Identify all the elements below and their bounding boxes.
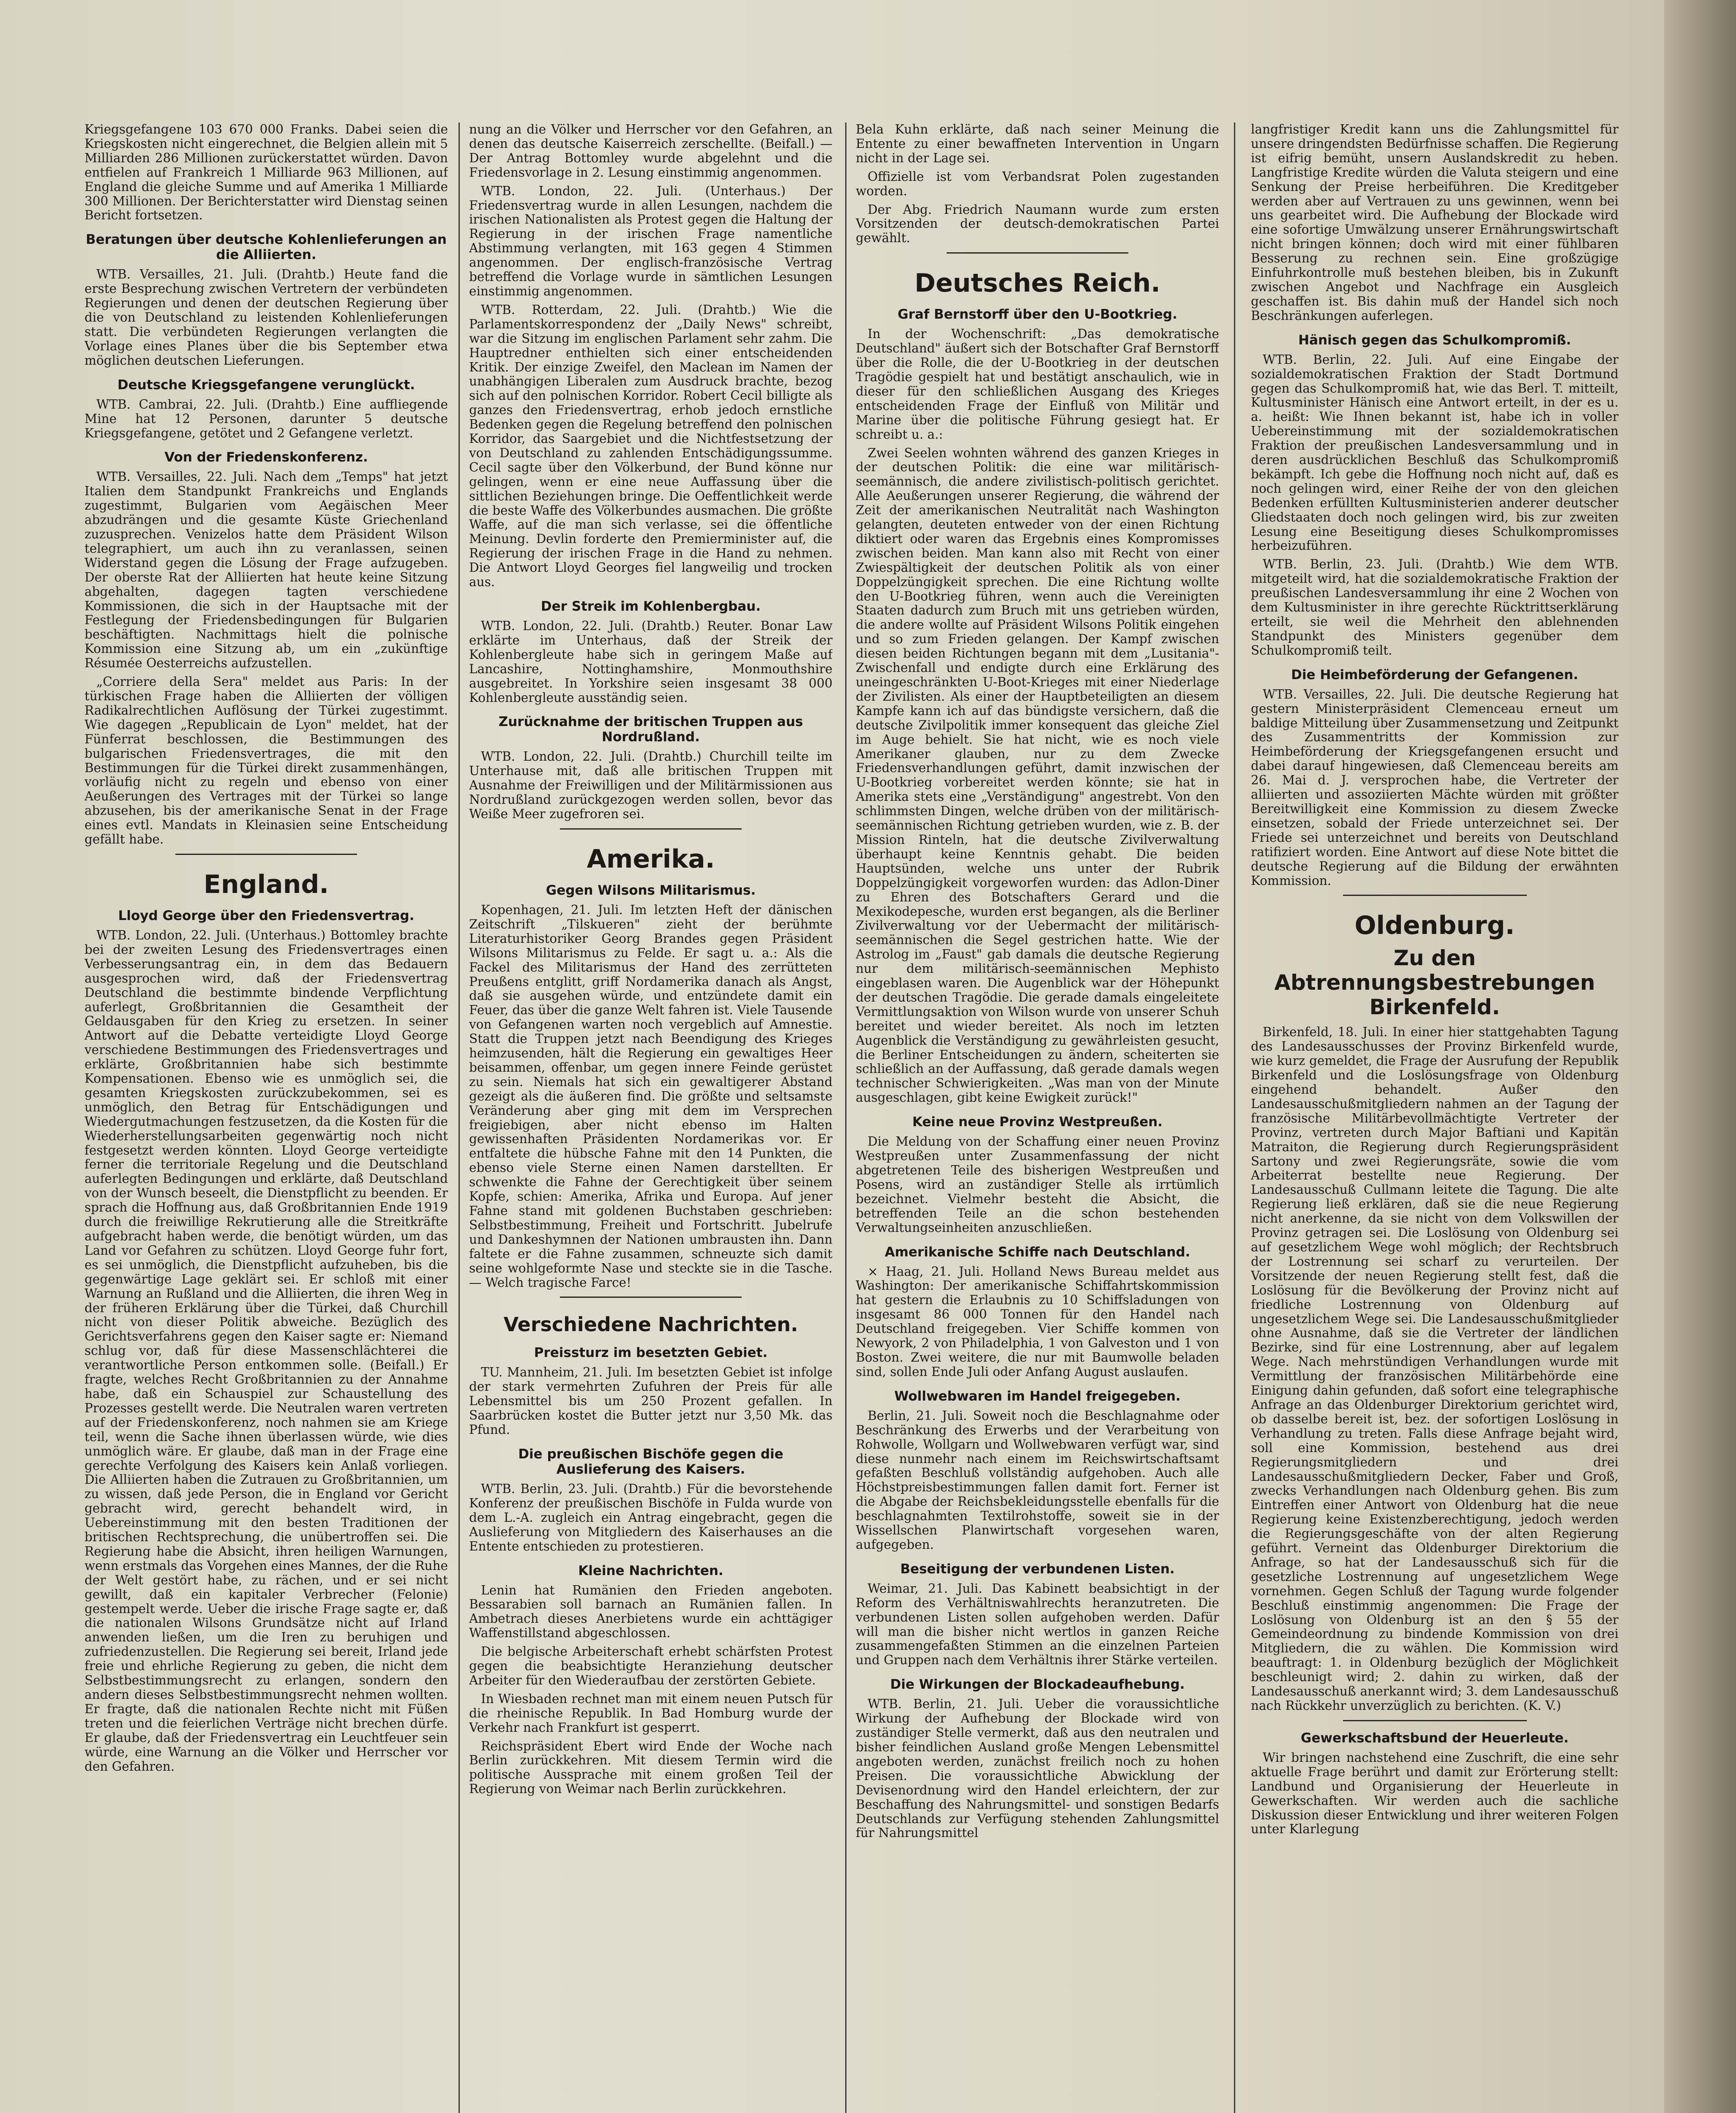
article-heading: Wollwebwaren im Handel freigegeben. (894, 1388, 1181, 1404)
article-text: nung an die Völker und Herrscher vor den Gefahren, an denen das deutsche Kaiserreich zerschellte. (Beifall.) — Der Antrag Bottomley wurde abgelehnt und die Friedensvorlage in 2. Lesung einstimmig angenommen. (469, 123, 833, 180)
article-heading: Keine neue Provinz Westpreußen. (912, 1114, 1163, 1130)
column-2 (469, 123, 833, 2113)
article-heading: Beseitigung der verbundenen Listen. (900, 1561, 1175, 1577)
article-text: × Haag, 21. Juli. Holland News Bureau meldet aus Washington: Der amerikanische Schiffahrtskommission hat gestern die Erlaubnis zu 10 Schiffsladungen von insgesamt 86 000 Tonnen für den Handel nach Deutschland freigegeben. Vier Schiffe kommen von Newyork, 2 von Philadelphia, 1 von Galveston und 1 von Boston. Zwei weitere, die nur mit Baumwolle beladen sind, sollen Ende Juli oder Anfang August auslaufen. (856, 1264, 1219, 1379)
section-rule (175, 854, 357, 855)
article-text: Der Abg. Friedrich Naumann wurde zum ersten Vorsitzenden der deutsch-demokratischen Partei gewählt. (856, 202, 1219, 246)
column-divider (1234, 123, 1235, 2113)
column-4 (1251, 123, 1619, 2113)
section-rule (1343, 1720, 1527, 1721)
article-text: „Corriere della Sera" meldet aus Paris: In der türkischen Frage haben die Alliierten der völligen Radikalrechtlichen Auflösung der Türkei zugestimmt. Wie dagegen „Republicain de Lyon" meldet, hat der Fünferrat beschlossen, die Bestimmungen des bulgarischen Friedensvertrages, die mit den Bestimmungen für die Türkei direkt zusammenhängen, vorläufig nicht zu regeln und ebenso von einer Aeußerungen des Vertrages mit der Türkei so lange abzusehen, bis der amerikanische Senat in der Frage eines evtl. Mandats in Kleinasien seine Entscheidung gefällt habe. (85, 674, 448, 847)
column-divider (459, 123, 460, 2113)
article-heading: Amerikanische Schiffe nach Deutschland. (884, 1244, 1190, 1260)
article-text: WTB. Berlin, 23. Juli. (Drahtb.) Wie dem WTB. mitgeteilt wird, hat die sozialdemokratische Fraktion der preußischen Landesversammlung ihr eine 2 Wochen von dem Kultusminister in ihre gerechte Rücktrittserklärung erteilt, sie weil die Mehrheit den ablehnenden Standpunkt des Ministers gegenüber dem Schulkompromiß teilt. (1251, 557, 1619, 658)
article-text: Reichspräsident Ebert wird Ende der Woche nach Berlin zurückkehren. Mit diesem Termin wird die politische Aussprache mit einem großen Teil der Regierung von Weimar nach Berlin zurückkehren. (469, 1739, 833, 1796)
article-heading: Beratungen über deutsche Kohlenlieferungen an die Alliierten. (86, 232, 447, 263)
section-rule (947, 252, 1128, 254)
article-text: Birkenfeld, 18. Juli. In einer hier stattgehabten Tagung des Landesausschusses der Provinz Birkenfeld wurde, wie kurz gemeldet, die Frage der Ausrufung der Republik Birkenfeld und die Loslösungsfrage von Oldenburg eingehend behandelt. Außer den Landesausschußmitgliedern nahmen an der Tagung der französische Militärbevollmächtigte Vertreter der Provinz, vertreten durch Major Baftiani und Kapitän Matraiton, die Regierung durch Regierungspräsident Sartony und zwei Regierungsräte, sowie die vom Arbeiterrat bestellte neue Regierung. Der Landesausschuß Cullmann leitete die Tagung. Die alte Regierung ließ erklären, daß sie die neue Regierung nicht anerkenne, da sie nicht von dem Volkswillen der Provinz getragen sei. Die Loslösung von Oldenburg sei auf gesetzlichem Wege wohl möglich; der Rechtsbruch der Lostrennung sei scharf zu verurteilen. Der Vorsitzende der neuen Regierung stellt fest, daß die Loslösung für die Bevölkerung der Provinz nicht auf friedliche Lostrennung von Oldenburg auf ungesetzlichem Wege sei. Die Landesausschußmitglieder ohne Ausnahme, daß sie die Vertreter der ländlichen Bezirke, sind für eine Lostrennung, aber auf legalem Wege. Nach mehrstündigen Verhandlungen wurde mit Vermittlung der französischen Militärbehörde eine Einigung dahin gefunden, daß sofort eine telegraphische Anfrage an das Oldenburger Direktorium gerichtet wird, ob dasselbe bereit ist, bez. der sofortigen Loslösung in Verhandlung zu treten. Falls diese Anfrage bejaht wird, soll eine Kommission, bestehend aus drei Regierungsmitgliedern und drei Landesausschußmitgliedern Decker, Faber und Groß, zwecks Verhandlungen nach Oldenburg gehen. Bis zum Eintreffen einer Antwort von Oldenburg hat die neue Regierung keine Existenzberechtigung, jedoch werden die Regierungsgeschäfte von der alten Regierung geführt. Verneint das Oldenburger Direktorium die Anfrage, so hat der Landesausschuß sich für die gesetzliche Lostrennung auf ungesetzlichem Wege vornehmen. Gegen Schluß der Tagung wurde folgender Beschluß einstimmig angenommen: Die Frage der Loslösung von Oldenburg ist an den § 55 der Gemeindeordnung zu bindende Kommission von drei Mitgliedern, die zu wählen. Die Kommission wird beauftragt: 1. in Oldenburg bezüglich der Möglichkeit beschleunigt wird; 2. dahin zu wirken, daß der Landesausschuß anerkannt wird; 3. dem Landesausschuß nach Rückkehr unverzüglich zu berichten. (K. V.) (1251, 1025, 1619, 1713)
section-title: Verschiedene Nachrichten. (503, 1313, 798, 1336)
article-text: WTB. London, 22. Juli. (Drahtb.) Reuter. Bonar Law erklärte im Unterhaus, daß der Streik der Kohlenbergleute habe sich in geringem Maße auf Lancashire, Nottinghamshire, Monmouthshire ausgebreitet. In Yorkshire seien insgesamt 38 000 Kohlenbergleute ausständig seien. (469, 619, 833, 705)
article-text: WTB. Versailles, 22. Juli. Nach dem „Temps" hat jetzt Italien dem Standpunkt Frankreichs und Englands zugestimmt, Bulgarien vom Aegäischen Meer abzudrängen und die gesamte Küste Griechenland zuzusprechen. Venizelos hatte dem Präsident Wilson telegraphiert, um auch ihn zu veranlassen, seinen Widerstand gegen die Lösung der Frage aufzugeben. Der oberste Rat der Alliierten hat heute keine Sitzung abgehalten, dagegen tagten verschiedene Kommissionen, die sich in der Hauptsache mit der Festlegung der Friedensbedingungen für Bulgarien beschäftigten. Nachmittags hielt die polnische Kommission eine Sitzung ab, um ein „zukünftige Résumée Oesterreichs aufzustellen. (85, 470, 448, 671)
article-text: Weimar, 21. Juli. Das Kabinett beabsichtigt in der Reform des Verhältniswahlrechts heranzutreten. Die verbundenen Listen sollen aufgehoben werden. Dafür will man die bisher nicht wertlos in ganzen Reiche zusammengefaßten Stimmen an die einzelnen Parteien und Gruppen nach dem Verhältnis ihrer Stärke verteilen. (856, 1581, 1219, 1668)
page-gutter-shadow (1664, 0, 1736, 2113)
section-rule (1343, 895, 1527, 896)
article-text: Berlin, 21. Juli. Soweit noch die Beschlagnahme oder Beschränkung des Erwerbs und der Verarbeitung von Rohwolle, Wollgarn und Wollwebwaren verfügt war, sind diese nunmehr nach einem im Reichswirtschaftsamt gefaßten Beschluß vollständig aufgehoben. Auch alle Höchstpreisbestimmungen fallen damit fort. Ferner ist die Abgabe der Reichsbekleidungsstelle ebenfalls für die beschlagnahmten Textilrohstoffe, soweit sie in der Wissellschen Planwirtschaft vorgesehen waren, aufgegeben. (856, 1408, 1219, 1552)
article-heading: Hänisch gegen das Schulkompromiß. (1298, 332, 1571, 348)
article-text: TU. Mannheim, 21. Juli. Im besetzten Gebiet ist infolge der stark vermehrten Zufuhren der Preis für alle Lebensmittel bis um 250 Prozent gefallen. In Saarbrücken kostet die Butter jetzt nur 3,50 Mk. das Pfund. (469, 1365, 833, 1437)
article-text: WTB. Rotterdam, 22. Juli. (Drahtb.) Wie die Parlamentskorrespondenz der „Daily News" schreibt, war die Sitzung im englischen Parlament sehr zahm. Die Hauptredner enthielten sich einer entscheidenden Kritik. Der einzige Zweifel, den Maclean im Namen der unabhängigen Liberalen zum Ausdruck brachte, bezog sich auf den polnischen Korridor. Robert Cecil billigte als ganzes den Friedensvertrag, erhob jedoch ernstliche Bedenken gegen die Regelung betreffend den polnischen Korridor, das Saargebiet und die Nichtfestsetzung der von Deutschland zu zahlenden Entschädigungssumme. Cecil sagte über den Völkerbund, der Bund könne nur gelingen, wenn er eine neue Auffassung über die sittlichen Beziehungen bringe. Die Oeffentlichkeit werde die beste Waffe des Völkerbundes ausmachen. Die größte Waffe, auf die man sich verlasse, sei die öffentliche Meinung. Devlin forderte den Premierminister auf, die Regierung der irischen Frage in die Hand zu nehmen. Die Antwort Lloyd Georges fiel langweilig und trocken aus. (469, 302, 833, 590)
article-text: Kriegsgefangene 103 670 000 Franks. Dabei seien die Kriegskosten nicht eingerechnet, die Belgien allein mit 5 Milliarden 286 Millionen zurückerstattet würden. Davon entfielen auf Frankreich 1 Milliarde 963 Millionen, auf England die gleiche Summe und auf Amerika 1 Milliarde 300 Millionen. Der Berichterstatter wird Dienstag seinen Bericht fortsetzen. (85, 123, 448, 223)
article-text: WTB. Versailles, 21. Juli. (Drahtb.) Heute fand die erste Besprechung zwischen Vertretern der verbündeten Regierungen und denen der deutschen Regierung über die von Deutschland zu leistenden Kohlenlieferungen statt. Die verbündeten Regierungen verlangten die Vorlage eines Planes über die bis September etwa möglichen deutschen Lieferungen. (85, 267, 448, 368)
article-heading: Graf Bernstorff über den U-Bootkrieg. (898, 307, 1177, 322)
article-text: In der Wochenschrift: „Das demokratische Deutschland" äußert sich der Botschafter Graf Bernstorff über die Rolle, die der U-Bootkrieg in der deutschen Tragödie gespielt hat und bestätigt anschaulich, wie in dieser für den schließlichen Ausgang des Krieges entscheidenden Frage der Einfluß von Militär und Marine über die politische Führung gesiegt hat. Er schreibt u. a.: (856, 327, 1219, 442)
article-text: Offizielle ist vom Verbandsrat Polen zugestanden worden. (856, 169, 1219, 198)
section-title: Deutsches Reich. (914, 268, 1160, 298)
article-heading: Der Streik im Kohlenbergbau. (540, 599, 761, 614)
article-heading: Von der Friedenskonferenz. (164, 450, 368, 465)
column-1 (85, 123, 448, 2113)
article-text: In Wiesbaden rechnet man mit einem neuen Putsch für die rheinische Republik. In Bad Homburg wurde der Verkehr nach Frankfurt ist gesperrt. (469, 1691, 833, 1735)
column-3 (856, 123, 1219, 2113)
section-rule (560, 828, 742, 830)
article-text: WTB. Berlin, 21. Juli. Ueber die voraussichtliche Wirkung der Aufhebung der Blockade wird von zuständiger Stelle vermerkt, daß aus den neutralen und bisher feindlichen Ausland große Mengen Lebensmittel angeboten werden, zunächst freilich noch zu hohen Preisen. Die voraussichtliche Abwicklung der Devisenordnung wird den Handel erleichtern, der zur Beschaffung des Nahrungsmittel- und sonstigen Bedarfs Deutschlands zur Verfügung stehenden Zahlungsmittel für Nahrungsmittel (856, 1697, 1219, 1840)
article-text: Die Meldung von der Schaffung einer neuen Provinz Westpreußen unter Zusammenfassung der nicht abgetretenen Teile des bisherigen Westpreußen und Posens, wird an zuständiger Stelle als irrtümlich bezeichnet. Vielmehr besteht die Absicht, die betreffenden Teile an die schon bestehenden Verwaltungseinheiten anzuschließen. (856, 1134, 1219, 1235)
article-text: Kopenhagen, 21. Juli. Im letzten Heft der dänischen Zeitschrift „Tilskueren" zieht der berühmte Literaturhistoriker Georg Brandes gegen Präsident Wilsons Militarismus zu Felde. Er sagt u. a.: Als die Fackel des Militarismus der Hand des zerrütteten Preußens entglitt, griff Nordamerika danach als Angst, daß sie ausgehen würde, und entzündete damit ein Feuer, das über die ganze Welt fahren ist. Viele Tausende von Gefangenen warten noch vergeblich auf Amnestie. Statt die Truppen jetzt nach Beendigung des Krieges heimzusenden, hält die Regierung ein gewaltiges Heer beisammen, offenbar, um gegen innere Feinde gerüstet zu sein. Niemals hat sich ein gewaltigerer Abstand gezeigt als die äußeren find. Die größte und seltsamste Veränderung aber ging mit dem im Versprechen freigiebigen, aber nicht ebenso im Halten gewissenhaften Präsidenten Nordamerikas vor. Er entfaltete die hübsche Fahne mit den 14 Punkten, die ebenso viele Sterne einen Namen darstellten. Er schwenkte die Fahne der Gerechtigkeit über seinem Kopfe, schien: Amerika, Afrika und Europa. Auf jener Fahne stand mit goldenen Buchstaben geschrieben: Selbstbestimmung, Freiheit und Fortschritt. Jubelrufe und Dankeshymnen der Nationen umbrausten ihn. Dann faltete er die Fahne zusammen, schneuzte sich damit seine wohlgeformte Nase und steckte sie in die Tasche. — Welch tragische Farce! (469, 902, 833, 1290)
article-heading: Gegen Wilsons Militarismus. (546, 882, 756, 898)
article-text: WTB. Versailles, 22. Juli. Die deutsche Regierung hat gestern Ministerpräsident Clemenceau erneut um baldige Mitteilung über Zusammensetzung und Zeitpunkt des Zusammentritts der Kommission zur Heimbeförderung der Kriegsgefangenen ersucht und dabei darauf hingewiesen, daß Clemenceau bereits am 26. Mai d. J. versprochen habe, die Vertreter der alliierten und assoziierten Mächte würden mit größter Bereitwilligkeit eine Kommission zu diesem Zwecke einsetzen, sobald der Friede unterzeichnet sei. Der Friede sei unterzeichnet und bereits von Deutschland ratifiziert worden. Eine Antwort auf diese Note bittet die deutsche Regierung auf die Bildung der erwähnten Kommission. (1251, 687, 1619, 888)
article-heading: Kleine Nachrichten. (578, 1563, 723, 1578)
article-text: WTB. Berlin, 23. Juli. (Drahtb.) Für die bevorstehende Konferenz der preußischen Bischöfe in Fulda wurde von dem L.-A. zugleich ein Antrag eingebracht, gegen die Auslieferung von Mitgliedern des Kaiserhauses an die Entente entschieden zu protestieren. (469, 1481, 833, 1553)
article-text: WTB. Berlin, 22. Juli. Auf eine Eingabe der sozialdemokratischen Fraktion der Stadt Dortmund gegen das Schulkompromiß hat, wie das Berl. T. mitteilt, Kultusminister Hänisch eine Antwort erteilt, in der es u. a. heißt: Wie Ihnen bekannt ist, habe ich in voller Uebereinstimmung mit der sozialdemokratischen Fraktion der preußischen Landesversammlung und in deren ausdrücklichen Beschluß das Schulkompromiß bekämpft. Ich gebe die Hoffnung noch nicht auf, daß es noch gelingen wird, einer Reihe der von den gleichen Bedenken erfüllten Kultusministerien anderer deutscher Gliedstaaten doch noch gelingen wird, bis zur zweiten Lesung eine Beseitigung dieses Schulkompromisses herbeizuführen. (1251, 352, 1619, 553)
article-text: WTB. London, 22. Juli. (Unterhaus.) Der Friedensvertrag wurde in allen Lesungen, nachdem die irischen Nationalisten als Protest gegen die Haltung der Regierung in der irischen Frage namentliche Abstimmung verlangten, mit 163 gegen 4 Stimmen angenommen. Der englisch-französische Vertrag betreffend die Vorlage wurde in sämtlichen Lesungen einstimmig angenommen. (469, 183, 833, 298)
article-text: Bela Kuhn erklärte, daß nach seiner Meinung die Entente zu einer bewaffneten Intervention in Ungarn nicht in der Lage sei. (856, 123, 1219, 165)
section-rule (560, 1297, 742, 1298)
article-text: WTB. London, 22. Juli. (Unterhaus.) Bottomley brachte bei der zweiten Lesung des Friedensvertrages einen Verbesserungsantrag ein, in dem das Bedauern ausgesprochen wird, daß der Friedensvertrag Deutschland die bestimmte bindende Verpflichtung auferlegt, Großbritannien die Gesamtheit der Geldausgaben für den Krieg zu ersetzen. In seiner Antwort auf die Debatte verteidigte Lloyd George verschiedene Bestimmungen des Friedensvertrages und erklärte, Großbritannien habe sich bestimmte Kompensationen. Ebenso wie es unmöglich sei, die gesamten Kriegskosten zurückzubekommen, sei es unmöglich, den Betrag für Entschädigungen und Wiedergutmachungen festzusetzen, da die Kosten für die Wiederherstellungsarbeiten gegenwärtig noch nicht festgesetzt werden könnten. Lloyd George verteidigte ferner die territoriale Regelung und die Deutschland auferlegten Bedingungen und erklärte, daß Deutschland von der Wunsch beseelt, die Dienstpflicht zu beenden. Er sprach die Hoffnung aus, daß Großbritannien Ende 1919 durch die freiwillige Rekrutierung alle die Streitkräfte aufgebracht haben werde, die benötigt würden, um das Land vor Gefahren zu schützen. Lloyd George fuhr fort, es sei unmöglich, die Dienstpflicht aufzuheben, bis die gegenwärtige Lage geklärt sei. Er schloß mit einer Warnung an Rußland und die Alliierten, die ihren Weg in der früheren Erklärung über die Türkei, daß Churchill nicht von dieser Politik abweiche. Bezüglich des Gerichtsverfahrens gegen den Kaiser sagte er: Niemand schlug vor, daß für diese Massenschlächterei die verantwortliche Person entkommen solle. (Beifall.) Er fragte, welches Recht Großbritannien zu der Annahme habe, daß ein Schauspiel zur Schaustellung des Prozesses gestellt werde. Die Neutralen waren vertreten auf der Friedenskonferenz, noch nahmen sie am Kriege teil, wenn die Sache ihnen überlassen würde, wie dies unmöglich wäre. Er glaube, daß man in der Frage eine gerechte Verfolgung des Kaisers kein Anlaß vorliegen. Die Alliierten haben die Zutrauen zu Großbritannien, um zu wissen, daß jede Person, die in England vor Gericht gebracht wird, gerecht behandelt wird, in Uebereinstimmung mit den besten Traditionen der britischen Rechtsprechung, die unübertroffen sei. Die Regierung habe die Absicht, ihren heiligen Warnungen, wenn erstmals das Vorgehen eines Mannes, der die Ruhe der Welt gestört habe, zu rächen, und er sei nicht gewillt, daß ein kapitaler Verbrecher (Felonie) gestempelt werde. Ueber die irische Frage sagte er, daß die nationalen Wilsons Grundsätze nicht auf Irland anwenden ließen, um die Iren zu beruhigen und zufriedenzustellen. Die Regierung sei bereit, Irland jede freie und ehrliche Regierung zu geben, die nicht dem Selbstbestimmungsrecht zu erlangen, sondern den andern dieses Selbstbestimmungsrecht nehmen wollten. Er fragte, daß die nationalen Rechte nicht mit Füßen treten und die feierlichen Verträge nicht brechen dürfe. Er glaube, daß der Friedensvertrag ein Leuchtfeuer sein würde, eine Warnung an die Völker und Herrscher vor den Gefahren. (85, 928, 448, 1774)
article-heading: Die Heimbeförderung der Gefangenen. (1291, 667, 1578, 682)
section-title: Oldenburg. (1354, 911, 1515, 941)
article-heading: Gewerkschaftsbund der Heuerleute. (1301, 1730, 1569, 1746)
article-heading: Zurücknahme der britischen Truppen aus Nordrußland. (498, 714, 803, 745)
article-text: Lenin hat Rumänien den Frieden angeboten. Bessarabien soll barnach an Rumänien fallen. In Ambetrach dieses Anerbietens wurde ein achttägiger Waffenstillstand abgeschlossen. (469, 1583, 833, 1641)
article-headline: Zu den Abtrennungsbestrebungen Birkenfeld. (1274, 946, 1595, 1020)
article-heading: Die preußischen Bischöfe gegen die Auslieferung des Kaisers. (518, 1446, 783, 1477)
article-text: WTB. Cambrai, 22. Juli. (Drahtb.) Eine auffliegende Mine hat 12 Personen, darunter 5 deutsche Kriegsgefangene, getötet und 2 Gefangene verletzt. (85, 397, 448, 440)
article-heading: Lloyd George über den Friedensvertrag. (118, 908, 415, 923)
article-text: Wir bringen nachstehend eine Zuschrift, die eine sehr aktuelle Frage berührt und damit zur Erörterung stellt: Landbund und Organisierung der Heuerleute in Gewerkschaften. Wir werden auch die sachliche Diskussion dieser Entwicklung und ihrer weiteren Folgen unter Klarlegung (1251, 1750, 1619, 1837)
article-text: Zwei Seelen wohnten während des ganzen Krieges in der deutschen Politik: die eine war militärisch-seemännisch, die andere zivilistisch-politisch gerichtet. Alle Aeußerungen unserer Regierung, die während der Zeit der amerikanischen Neutralität nach Washington gelangten, deuteten entweder von der einen Richtung diktiert oder waren das Ergebnis eines Kompromisses zwischen beiden. Man kann also mit Recht von einer Zwiespältigkeit der deutschen Politik als von einer Doppelzüngigkeit sprechen. Die eine Richtung wollte den U-Bootkrieg führen, wenn auch die Vereinigten Staaten dadurch zum Bruch mit uns getrieben würden, die andere wollte auf Präsident Wilsons Politik eingehen und so zum Frieden gelangen. Der Kampf zwischen diesen beiden Richtungen begann mit dem „Lusitania"-Zwischenfall und endigte durch eine Erklärung des uneingeschränkten U-Boot-Krieges mit einer Niederlage der Zivilisten. Als einer der Hauptbeteiligten an diesem Kampfe kann ich auf das bündigste versichern, daß die deutsche Zivilpolitik immer konsequent das gleiche Ziel im Auge behielt. Sie hat nicht, wie es noch viele Amerikaner glauben, nur zu dem Zwecke Friedensverhandlungen geführt, damit inzwischen der U-Bootkrieg vorbereitet werden könnte; sie hat in Amerika stets eine „Verständigung" angestrebt. Von den schlimmsten Dingen, welche drüben von der militärisch-seemännischen Richtung getrieben wurden, wie z. B. der Mission Rinteln, hat die deutsche Zivilverwaltung überhaupt keine Kenntnis gehabt. Die beiden Hauptsünden, welche uns unter der Rubrik Doppelzüngigkeit vorgeworfen wurden: das Adlon-Diner zu Ehren des Botschafters Gerard und die Mexikodepesche, wurden erst begangen, als die Berliner Zivilverwaltung vor der Uebermacht der militärisch-seemännischen die Segel gestrichen hatte. Wie der Astrolog im „Faust" gab damals die deutsche Regierung nur dem militärisch-seemännischen Mephisto eingeblasen waren. Die Augenblick war der Höhepunkt der deutschen Tragödie. Die gerade damals eingeleitete Vermittlungsaktion von Wilson wurde von unserer Schuh bereitet und wieder bereitet. Als noch im letzten Augenblick die Verständigung zu gewährleisten gesucht, die Berliner Entscheidungen zu ändern, scheiterten sie schließlich an der Auffassung, daß gerade damals wegen technischer Schwierigkeiten. „Was man von der Minute ausgeschlagen, gibt keine Ewigkeit zurück!" (856, 445, 1219, 1105)
article-text: WTB. London, 22. Juli. (Drahtb.) Churchill teilte im Unterhause mit, daß alle britischen Truppen mit Ausnahme der Freiwilligen und der Militärmissionen aus Nordrußland zurückgezogen werden sollen, bevor das Weiße Meer zugefroren sei. (469, 749, 833, 822)
section-title: England. (203, 869, 329, 899)
article-heading: Die Wirkungen der Blockadeaufhebung. (890, 1677, 1185, 1693)
article-text: langfristiger Kredit kann uns die Zahlungsmittel für unsere dringendsten Bedürfnisse schaffen. Die Regierung ist eifrig bemüht, unsern Auslandskredit zu heben. Langfristige Kredite würden die Valuta steigern und eine Senkung der Preise herbeiführen. Die Kreditgeber werden aber auf Vertrauen zu uns gewinnen, wenn bei uns gearbeitet wird. Die Aufhebung der Blockade wird eine sofortige Umwälzung unserer Ernährungswirtschaft nicht bringen können; doch wird mit einer fühlbaren Besserung zu rechnen sein. Eine großzügige Einfuhrkontrolle muß bestehen bleiben, bis in Zukunft zwischen Angebot und Nachfrage ein Ausgleich geschaffen ist. Bis dahin muß der Handel sich noch Beschränkungen auferlegen. (1251, 123, 1619, 323)
article-heading: Preissturz im besetzten Gebiet. (534, 1345, 768, 1361)
article-text: Die belgische Arbeiterschaft erhebt schärfsten Protest gegen die beabsichtigte Heranziehung deutscher Arbeiter für den Wiederaufbau der zerstörten Gebiete. (469, 1644, 833, 1687)
section-title: Amerika. (587, 844, 715, 874)
column-divider (845, 123, 846, 2113)
article-heading: Deutsche Kriegsgefangene verunglückt. (117, 377, 415, 393)
